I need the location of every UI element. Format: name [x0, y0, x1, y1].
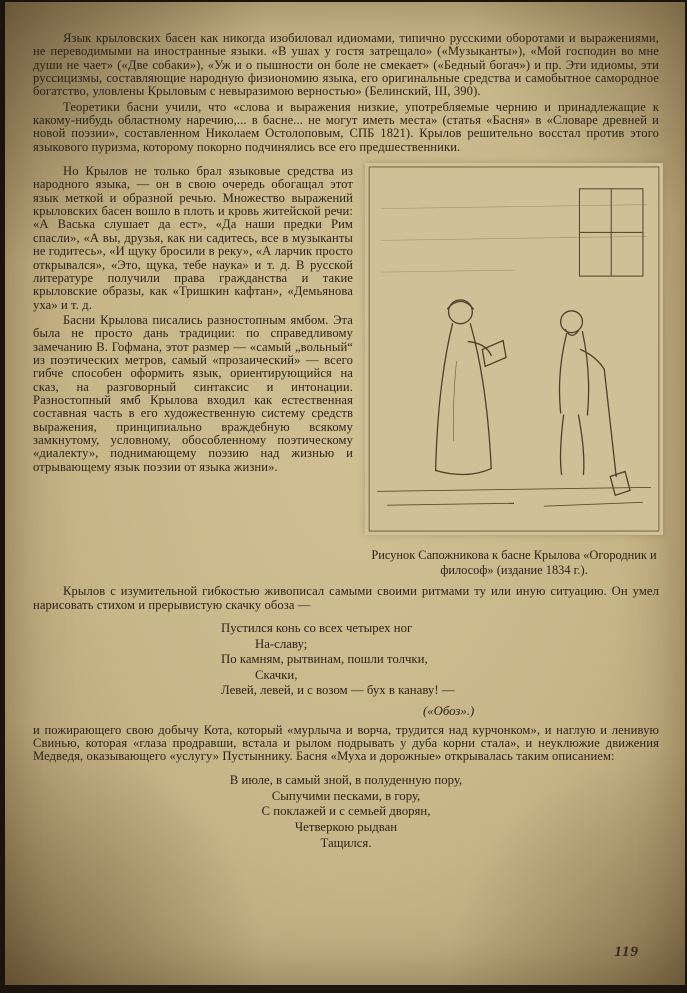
verse-line: С поклажей и с семьей дворян, [261, 804, 431, 819]
verse-line: Скачки, [255, 667, 298, 682]
verse-line: На-славу; [255, 636, 308, 651]
figure-column [365, 163, 663, 577]
verse-line: Пустился конь со всех четырех ног [221, 621, 413, 636]
engraving-image [365, 163, 663, 535]
verse-quote-mukha [33, 773, 659, 852]
paragraph-rhythm: Крылов с изумительной гибкостью живописал самыми своими ритмами ту или иную ситуацию. Он умел нарисовать стихом и прерывистую скачку обоза — [33, 584, 659, 612]
verse-line: Левей, левей, и с возом — бух в канаву! — [221, 683, 455, 698]
illustration-caption: Рисунок Сапожникова к басне Крылова «Огородник и философ» (издание 1834 г.). [371, 548, 657, 577]
verse-line: В июле, в самый зной, в полуденную пору, [229, 772, 463, 787]
page-number: 119 [614, 944, 639, 960]
fable-illustration [365, 163, 663, 535]
verse-quote-oboz [221, 621, 659, 720]
paragraph-folk-language: Но Крылов не только брал языковые средства из народного языка, — он в свою очередь обогащал этот язык меткой и образной речью. Множество выражений крыловских басен вошло в плоть и кровь житейской речи: «А Васька слушает да ест», «Да наши предки Рим спасли», «А вы, друзья, как ни садитесь, все в музыканты не годитесь», «И щуку бросили в реку», «А ларчик просто открывался», «Это, щука, тебе наука» и т. д. В русской литературе получили права гражданства и такие крыловские образы, как «Тришкин кафтан», «Демьянова уха» и т. д. [33, 164, 353, 312]
text-column [33, 163, 353, 474]
verse-attribution: («Обоз».) [423, 704, 475, 719]
book-page [5, 2, 685, 985]
verse-line: По камням, рытвинам, пошли толчки, [221, 652, 428, 667]
verse-line: Тащился. [320, 836, 372, 851]
verse-line: Четверкою рыдван [294, 820, 398, 835]
paragraph-idioms: Язык крыловских басен как никогда изобиловал идиомами, типично русскими оборотами и выражениями, не переводимыми на иностранные языки. «В ушах у гостя затрещало» («Музыканты»), «Мой господин во мне души не чает» («Две собаки»), «Уж и о пышности он боле не смекает» («Бедный богач») и пр. Эти идиомы, эти руссицизмы, составляющие народную физиономию языка, его оригинальные средства и самобытное самородное богатство, уловлены Крыловым с невыразимою верностью» (Белинский, III, 390). [33, 31, 659, 99]
text-image-section [33, 163, 659, 577]
paragraph-animals: и пожирающего свою добычу Кота, который «мурлыча и ворча, трудится над курчонком», и наглую и ленивую Свинью, которая «глаза продравши, встала и рылом подрывать у дуба корни стала», и неуклюжие движения Медведя, оказывающего «услугу» Пустыннику. Басня «Муха и дорожные» открывалась таким описанием: [33, 722, 659, 764]
paragraph-iamb: Басни Крылова писались разностопным ямбом. Эта была не просто дань традиции: по справедливому замечанию В. Гофмана, этот размер — «самый „вольный“ из поэтических метров, самый «прозаический» — всего гибче способен оформить язык, ориентирующийся на сказ, на разговорный синтаксис и интонации. Разностопный ямб Крылова входил как естественная составная часть в его художественную систему средств выражения, принципиально враждебную всякому замкнутому, условному, обособленному поэтическому «диалекту», поднимающему поэзию над жизнью и отрывающему язык поэзии от языка жизни». [33, 312, 353, 474]
verse-line: Сыпучими песками, в гору, [271, 788, 421, 803]
paragraph-theorists: Теоретики басни учили, что «слова и выражения низкие, употребляемые чернию и принадлежащие к какому-нибудь областному наречию,... в басне... не могут иметь места» (статья «Басня» в «Словаре древней и новой поэзии», составленном Николаем Остолоповым, СПБ 1821). Крылов решительно восстал против этого языкового пуризма, которому покорно подчинялись все его предшественники. [33, 99, 659, 154]
